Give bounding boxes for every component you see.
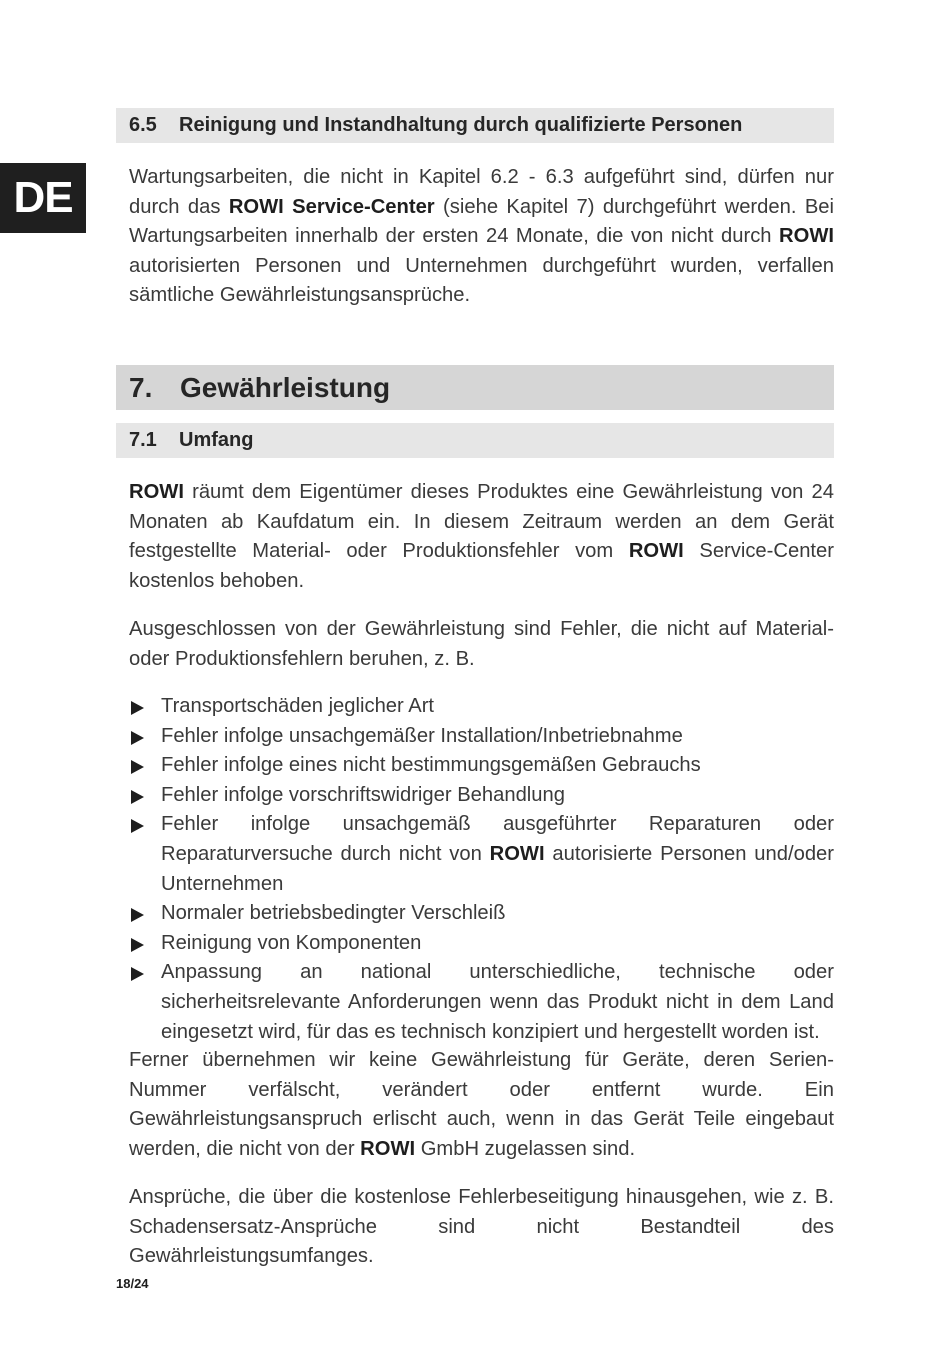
section-6-5-paragraph [129,163,834,311]
bold-brand-text: ROWI [360,1137,416,1160]
list-item [129,899,834,929]
triangle-bullet-icon [131,938,144,952]
section-number: 6.5 [129,114,157,136]
list-item-text: Fehler infolge unsachgemäßer Installation/Inbetriebnahme [161,724,683,747]
list-item-text: Normaler betriebsbedingter Verschleiß [161,902,506,925]
text-run: autorisierten Personen und Unternehmen durchgeführt wurden, verfallen sämtliche Gewährleistungsansprüche. [129,254,834,307]
section-number: 7.1 [129,429,157,451]
triangle-bullet-icon [131,967,144,981]
list-item [129,722,834,752]
list-item-text: Fehler infolge unsachgemäß ausgeführter Reparaturen oder Reparaturversuche durch nicht von [161,813,834,865]
list-item [129,929,834,959]
bold-brand-text: ROWI [628,540,684,563]
chapter-7-heading [116,365,834,410]
list-item [129,958,834,1047]
section-title: Reinigung und Instandhaltung durch qualifizierte Personen [179,114,743,136]
section-title: Umfang [179,429,254,451]
text-run: räumt dem Eigentümer dieses Produktes eine Gewährleistung von 24 Monaten ab Kaufdatum ein. In diesem Zeitraum werden an dem Gerät festgestellte Material- oder Produktionsfehler vom [129,481,834,563]
list-item-text: Anpassung an national unterschiedliche, technische oder sicherheitsrelevante Anforderungen wenn das Produkt nicht in dem Land eingesetzt wird, für das es technisch konzipiert und hergestellt worden ist. [161,961,834,1043]
section-6-5-heading [116,108,834,143]
text-run: Service-Center kostenlos behoben. [129,540,834,592]
section-7-1-paragraph-3 [129,1046,834,1164]
triangle-bullet-icon [131,731,144,745]
list-item [129,810,834,899]
text-run: Wartungsarbeiten, die nicht in Kapitel 6.2 - 6.3 aufgeführt sind, dürfen nur durch das [129,166,834,218]
text-run: GmbH zugelassen sind. [415,1137,636,1160]
list-item [129,751,834,781]
page-number: 18/24 [116,1276,149,1291]
triangle-bullet-icon [131,701,144,715]
bold-brand-text: ROWI [129,481,184,503]
list-item [129,781,834,811]
text-run: (siehe Kapitel 7) durchgeführt werden. Bei Wartungsarbeiten innerhalb der ersten 24 Monate, die von nicht durch [129,195,835,248]
bold-brand-text: ROWI [779,225,834,248]
list-item-text: Transportschäden jeglicher Art [161,695,435,717]
triangle-bullet-icon [131,790,144,804]
list-item-text: Fehler infolge vorschriftswidriger Behandlung [161,783,565,806]
list-item-text: autorisierte Personen und/oder Unternehmen [161,842,834,895]
triangle-bullet-icon [131,908,144,922]
section-7-1-paragraph-2: Ausgeschlossen von der Gewährleistung sind Fehler, die nicht auf Material- oder Produktionsfehlern beruhen, z. B. [129,618,834,670]
chapter-number: 7. [129,371,153,403]
language-tab: DE [0,163,86,233]
section-7-1-paragraph-4: Ansprüche, die über die kostenlose Fehlerbeseitigung hinausgehen, wie z. B. Schadensersatz-Ansprüche sind nicht Bestandteil des Gewährleistungsumfanges. [129,1186,834,1268]
exclusion-list [129,692,834,1047]
bold-brand-text: ROWI Service-Center [228,195,435,218]
section-7-1-heading [116,423,834,458]
text-run: Ferner übernehmen wir keine Gewährleistung für Geräte, deren Serien-Nummer verfälscht, verändert oder entfernt wurde. Ein Gewährleistungsanspruch erlischt auch, wenn in das Gerät Teile eingebaut werden, die nicht von der [129,1049,834,1160]
list-item-text: Reinigung von Komponenten [161,931,422,954]
list-item [129,692,834,722]
chapter-title: Gewährleistung [180,371,391,403]
triangle-bullet-icon [131,760,144,774]
section-7-1-paragraph-1 [129,478,834,596]
bold-brand-text: ROWI [489,842,545,865]
triangle-bullet-icon [131,819,144,833]
list-item-text: Fehler infolge eines nicht bestimmungsgemäßen Gebrauchs [161,754,701,777]
